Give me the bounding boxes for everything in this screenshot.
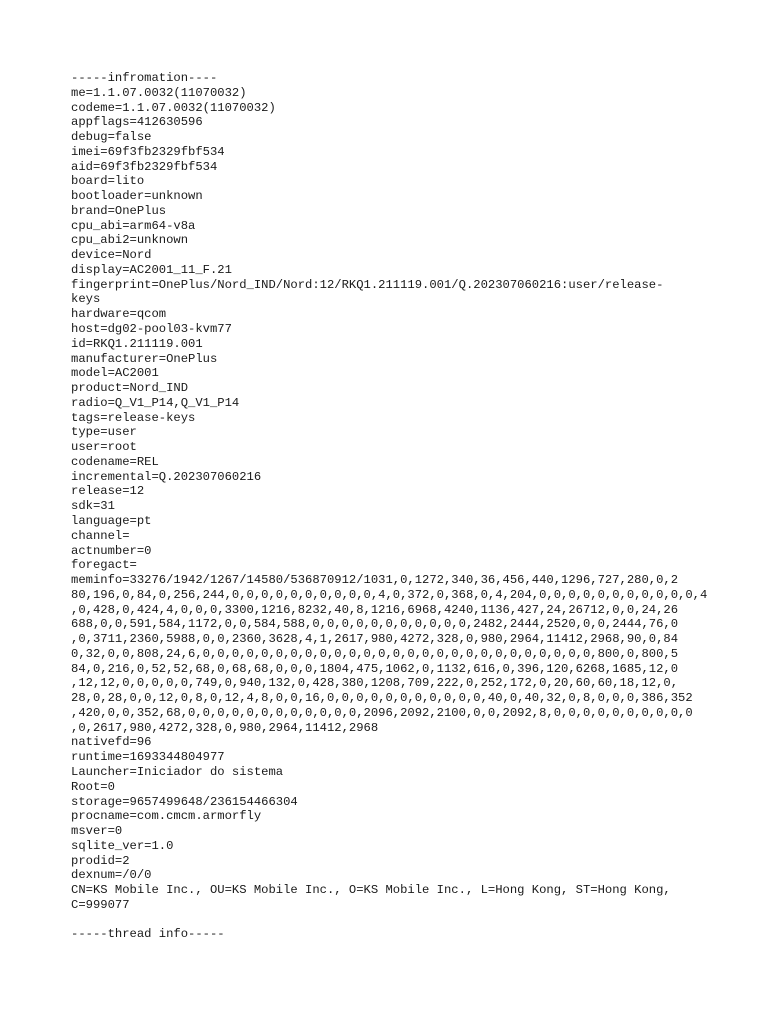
log-line: dexnum=/0/0 [71,868,152,883]
log-line: hardware=qcom [71,307,167,322]
log-line: runtime=1693344804977 [71,750,225,765]
log-line: type=user [71,425,137,440]
log-line: fingerprint=OnePlus/Nord_IND/Nord:12/RKQ1.211119.001/Q.202307060216:user/release- [71,277,664,292]
log-line: id=RKQ1.211119.001 [71,336,203,351]
log-line: cpu_abi=arm64-v8a [71,218,196,233]
log-line: ,420,0,0,352,68,0,0,0,0,0,0,0,0,0,0,0,0,2096,2092,2100,0,0,2092,8,0,0,0,0,0,0,0,0,0,0 [71,705,693,720]
log-line: display=AC2001_11_F.21 [71,262,232,277]
log-line: codeme=1.1.07.0032(11070032) [71,100,276,115]
log-line: ,12,12,0,0,0,0,0,749,0,940,132,0,428,380,1208,709,222,0,252,172,0,20,60,60,18,12,0, [71,676,679,691]
log-line: cpu_abi2=unknown [71,233,189,248]
log-line: user=root [71,440,137,455]
log-line: 84,0,216,0,52,52,68,0,68,68,0,0,0,1804,475,1062,0,1132,616,0,396,120,6268,1685,12,0 [71,661,679,676]
log-line: channel= [71,528,130,543]
log-line: incremental=Q.202307060216 [71,469,262,484]
log-line: ,0,3711,2360,5988,0,0,2360,3628,4,1,2617,980,4272,328,0,980,2964,11412,2968,90,0,84 [71,632,679,647]
log-line: keys [71,292,101,307]
log-text [71,71,708,972]
log-line: model=AC2001 [71,366,159,381]
log-line: host=dg02-pool03-kvm77 [71,322,232,337]
log-line [71,942,701,957]
log-line: 688,0,0,591,584,1172,0,0,584,588,0,0,0,0,0,0,0,0,0,0,0,2482,2444,2520,0,0,2444,76,0 [71,617,679,632]
log-line: release=12 [71,484,145,499]
log-line: device=Nord [71,248,152,263]
log-line: Root=0 [71,779,115,794]
log-line: storage=9657499648/236154466304 [71,794,298,809]
log-line: bootloader=unknown [71,189,203,204]
log-line: me=1.1.07.0032(11070032) [71,85,247,100]
log-line: nativefd=96 [71,735,152,750]
log-line [71,913,701,928]
log-line: -----thread info----- [71,927,225,942]
log-line: aid=69f3fb2329fbf534 [71,159,218,174]
log-line: product=Nord_IND [71,381,189,396]
log-line: radio=Q_V1_P14,Q_V1_P14 [71,395,240,410]
log-line: codename=REL [71,454,159,469]
log-line: foregact= [71,558,137,573]
log-line: 28,0,28,0,0,12,0,8,0,12,4,8,0,0,16,0,0,0,0,0,0,0,0,0,0,0,40,0,40,32,0,8,0,0,0,386,352 [71,691,693,706]
log-line [71,957,701,972]
log-line: 0,32,0,0,808,24,6,0,0,0,0,0,0,0,0,0,0,0,0,0,0,0,0,0,0,0,0,0,0,0,0,0,0,0,800,0,800,5 [71,646,679,661]
log-line: C=999077 [71,897,130,912]
log-line: prodid=2 [71,853,130,868]
log-line: msver=0 [71,824,123,839]
log-line: board=lito [71,174,145,189]
log-line: meminfo=33276/1942/1267/14580/536870912/1031,0,1272,340,36,456,440,1296,727,280,0,2 [71,573,679,588]
log-line: 80,196,0,84,0,256,244,0,0,0,0,0,0,0,0,0,0,4,0,372,0,368,0,4,204,0,0,0,0,0,0,0,0,0,0,0,4 [71,587,708,602]
log-line: -----infromation---- [71,71,218,85]
log-line: appflags=412630596 [71,115,203,130]
log-line: brand=OnePlus [71,203,167,218]
log-line: debug=false [71,130,152,145]
log-line: ,0,2617,980,4272,328,0,980,2964,11412,2968 [71,720,379,735]
log-line: ,0,428,0,424,4,0,0,0,3300,1216,8232,40,8,1216,6968,4240,1136,427,24,26712,0,0,24,26 [71,602,679,617]
log-line: imei=69f3fb2329fbf534 [71,144,225,159]
log-line: manufacturer=OnePlus [71,351,218,366]
log-line: Launcher=Iniciador do sistema [71,764,284,779]
log-line: CN=KS Mobile Inc., OU=KS Mobile Inc., O=KS Mobile Inc., L=Hong Kong, ST=Hong Kong, [71,883,671,898]
log-line: procname=com.cmcm.armorfly [71,809,262,824]
log-line: actnumber=0 [71,543,152,558]
log-line: tags=release-keys [71,410,196,425]
log-line: sqlite_ver=1.0 [71,838,174,853]
log-line: language=pt [71,513,152,528]
log-line: sdk=31 [71,499,115,514]
